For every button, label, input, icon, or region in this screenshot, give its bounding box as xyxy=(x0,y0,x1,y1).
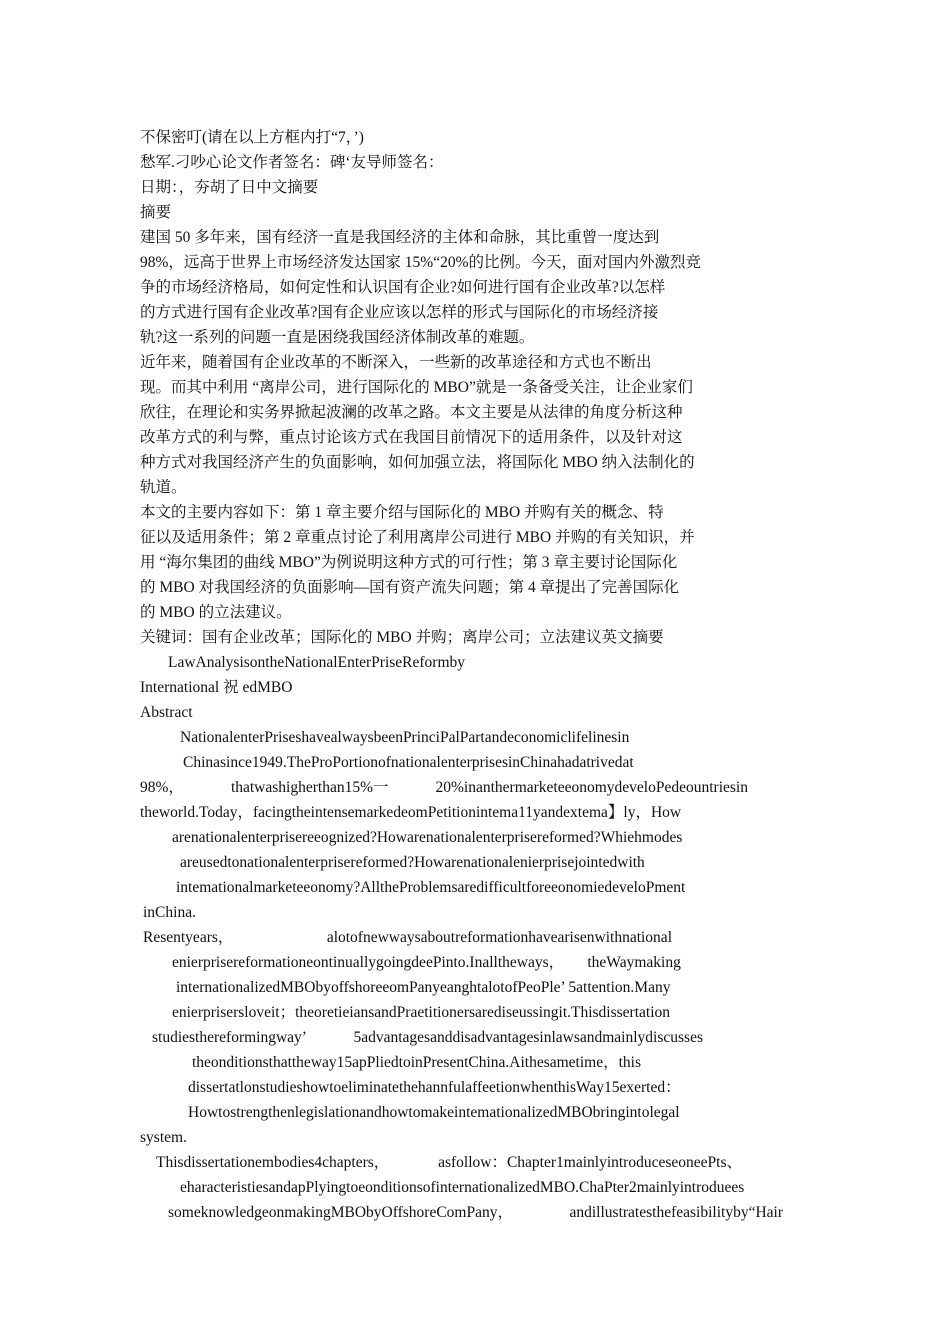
line-segment: 98%， xyxy=(140,779,184,796)
paragraph-line: theworld.Today，facingtheintensemarkedeomPetitionintema11yandextema】ly，How xyxy=(140,804,682,821)
signature-line: 愁军.刁吵心论文作者签名：碑‘友导师签名： xyxy=(140,154,444,171)
paragraph-line xyxy=(152,1028,703,1048)
paragraph-line xyxy=(156,1153,742,1173)
paragraph-line: HowtostrengthenlegislationandhowtomakeintemationalizedMBObringintolegal xyxy=(188,1104,680,1121)
paragraph-line: theonditionsthattheway15apPliedtoinPresentChina.Aithesametime，this xyxy=(192,1054,642,1071)
english-title-line: LawAnalysisontheNationalEnterPriseReformby xyxy=(168,654,466,671)
abstract-heading-cn: 摘要 xyxy=(140,204,172,221)
paragraph-line: 改革方式的利与弊，重点讨论该方式在我国目前情况下的适用条件，以及针对这 xyxy=(140,429,683,446)
paragraph-line: NationalenterPriseshavealwaysbeenPrinciPalPartandeconomiclifelinesin xyxy=(180,729,630,746)
paragraph-line: areusedtonationalenterprisereformed?Howarenationalenierprisejointedwith xyxy=(180,854,645,871)
paragraph-line: 欣往，在理论和实务界掀起波澜的改革之路。本文主要是从法律的角度分析这种 xyxy=(140,404,683,421)
paragraph-line: eharacteristiesandapPlyingtoeonditionsofinternationalizedMBO.ChaPter2mainlyintroduees xyxy=(180,1179,745,1196)
paragraph-line: 征以及适用条件；第 2 章重点讨论了利用离岸公司进行 MBO 并购的有关知识，并 xyxy=(140,529,695,546)
paragraph-line: 的 MBO 对我国经济的负面影响—国有资产流失问题；第 4 章提出了完善国际化 xyxy=(140,579,680,596)
paragraph-line: 近年来，随着国有企业改革的不断深入，一些新的改革途径和方式也不断出 xyxy=(140,354,652,371)
line-segment: 5advantagesanddisadvantagesinlawsandmainlydiscusses xyxy=(353,1029,703,1046)
date-line: 日期：，夯胡了日中文摘要 xyxy=(140,179,319,196)
line-segment: Resentyears， xyxy=(143,929,234,946)
paragraph-line: 建国 50 多年来，国有经济一直是我国经济的主体和命脉，其比重曾一度达到 xyxy=(140,229,660,246)
keywords-line: 关键词：国有企业改革；国际化的 MBO 并购；离岸公司；立法建议英文摘要 xyxy=(140,629,664,646)
paragraph-line: 争的市场经济格局，如何定性和认识国有企业?如何进行国有企业改革?以怎样 xyxy=(140,279,666,296)
paragraph-line: Chinasince1949.TheProPortionofnationalenterprisesinChinahadatrivedat xyxy=(183,754,634,771)
line-segment: andillustratesthefeasibilityby“Hair xyxy=(569,1204,783,1221)
paragraph-line: 的 MBO 的立法建议。 xyxy=(140,604,292,621)
paragraph-line: enierprisersloveit；theoretieiansandPraetitionersarediseussingit.Thisdissertation xyxy=(172,1004,671,1021)
paragraph-line: arenationalenterprisereeognized?Howarenationalenterprisereformed?Whiehmodes xyxy=(172,829,683,846)
paragraph-line: enierprisereformationeontinuallygoingdeePinto.Inalltheways， theWaymaking xyxy=(172,954,681,971)
paragraph-line: 98%，远高于世界上市场经济发达国家 15%“20%的比例。今天，面对国内外激烈竞 xyxy=(140,254,701,271)
paragraph-line xyxy=(140,778,748,798)
paragraph-line xyxy=(143,928,672,948)
paragraph-line: dissertatlonstudieshowtoeliminatethehannfulaffeetionwhenthisWay15exerted： xyxy=(188,1079,681,1096)
paragraph-line: inChina. xyxy=(143,904,196,921)
paragraph-line: 用 “海尔集团的曲线 MBO”为例说明这种方式的可行性；第 3 章主要讨论国际化 xyxy=(140,554,678,571)
paragraph-line: 轨道。 xyxy=(140,479,187,496)
abstract-heading-en: Abstract xyxy=(140,704,193,721)
paragraph-line xyxy=(168,1203,783,1223)
paragraph-line: 的方式进行国有企业改革?国有企业应该以怎样的形式与国际化的市场经济接 xyxy=(140,304,659,321)
line-segment: someknowledgeonmakingMBObyOffshoreComPany， xyxy=(168,1204,513,1221)
line-segment: studiesthereformingway’ xyxy=(152,1029,307,1046)
line-segment: asfollow：Chapter1mainlyintroduceseoneePts、 xyxy=(438,1154,742,1171)
line-segment: 20%inanthermarketeeonomydeveloPedeountriesin xyxy=(435,779,748,796)
line-segment: alotofnewwaysaboutreformationhavearisenwithnational xyxy=(326,929,672,946)
line-segment: thatwashigherthan15%一 xyxy=(230,779,389,796)
paragraph-line: 本文的主要内容如下：第 1 章主要介绍与国际化的 MBO 并购有关的概念、特 xyxy=(140,504,664,521)
paragraph-line: internationalizedMBObyoffshoreeomPanyeanghtalotofPeoPle’ 5attention.Many xyxy=(176,979,671,996)
paragraph-line: system. xyxy=(140,1129,187,1146)
paragraph-line: intemationalmarketeeonomy?AlltheProblemsaredifficultforeeonomiedeveloPment xyxy=(176,879,686,896)
line-segment: Thisdissertationembodies4chapters， xyxy=(156,1154,390,1171)
paragraph-line: 轨?这一系列的问题一直是困绕我国经济体制改革的难题。 xyxy=(140,329,535,346)
confidentiality-line: 不保密叮(请在以上方框内打“7，’) xyxy=(140,129,364,146)
paragraph-line: 种方式对我国经济产生的负面影响，如何加强立法，将国际化 MBO 纳入法制化的 xyxy=(140,454,695,471)
paragraph-line: 现。而其中利用 “离岸公司，进行国际化的 MBO”就是一条备受关注，让企业家们 xyxy=(140,379,693,396)
english-title-line: International 祝 edMBO xyxy=(140,679,293,696)
